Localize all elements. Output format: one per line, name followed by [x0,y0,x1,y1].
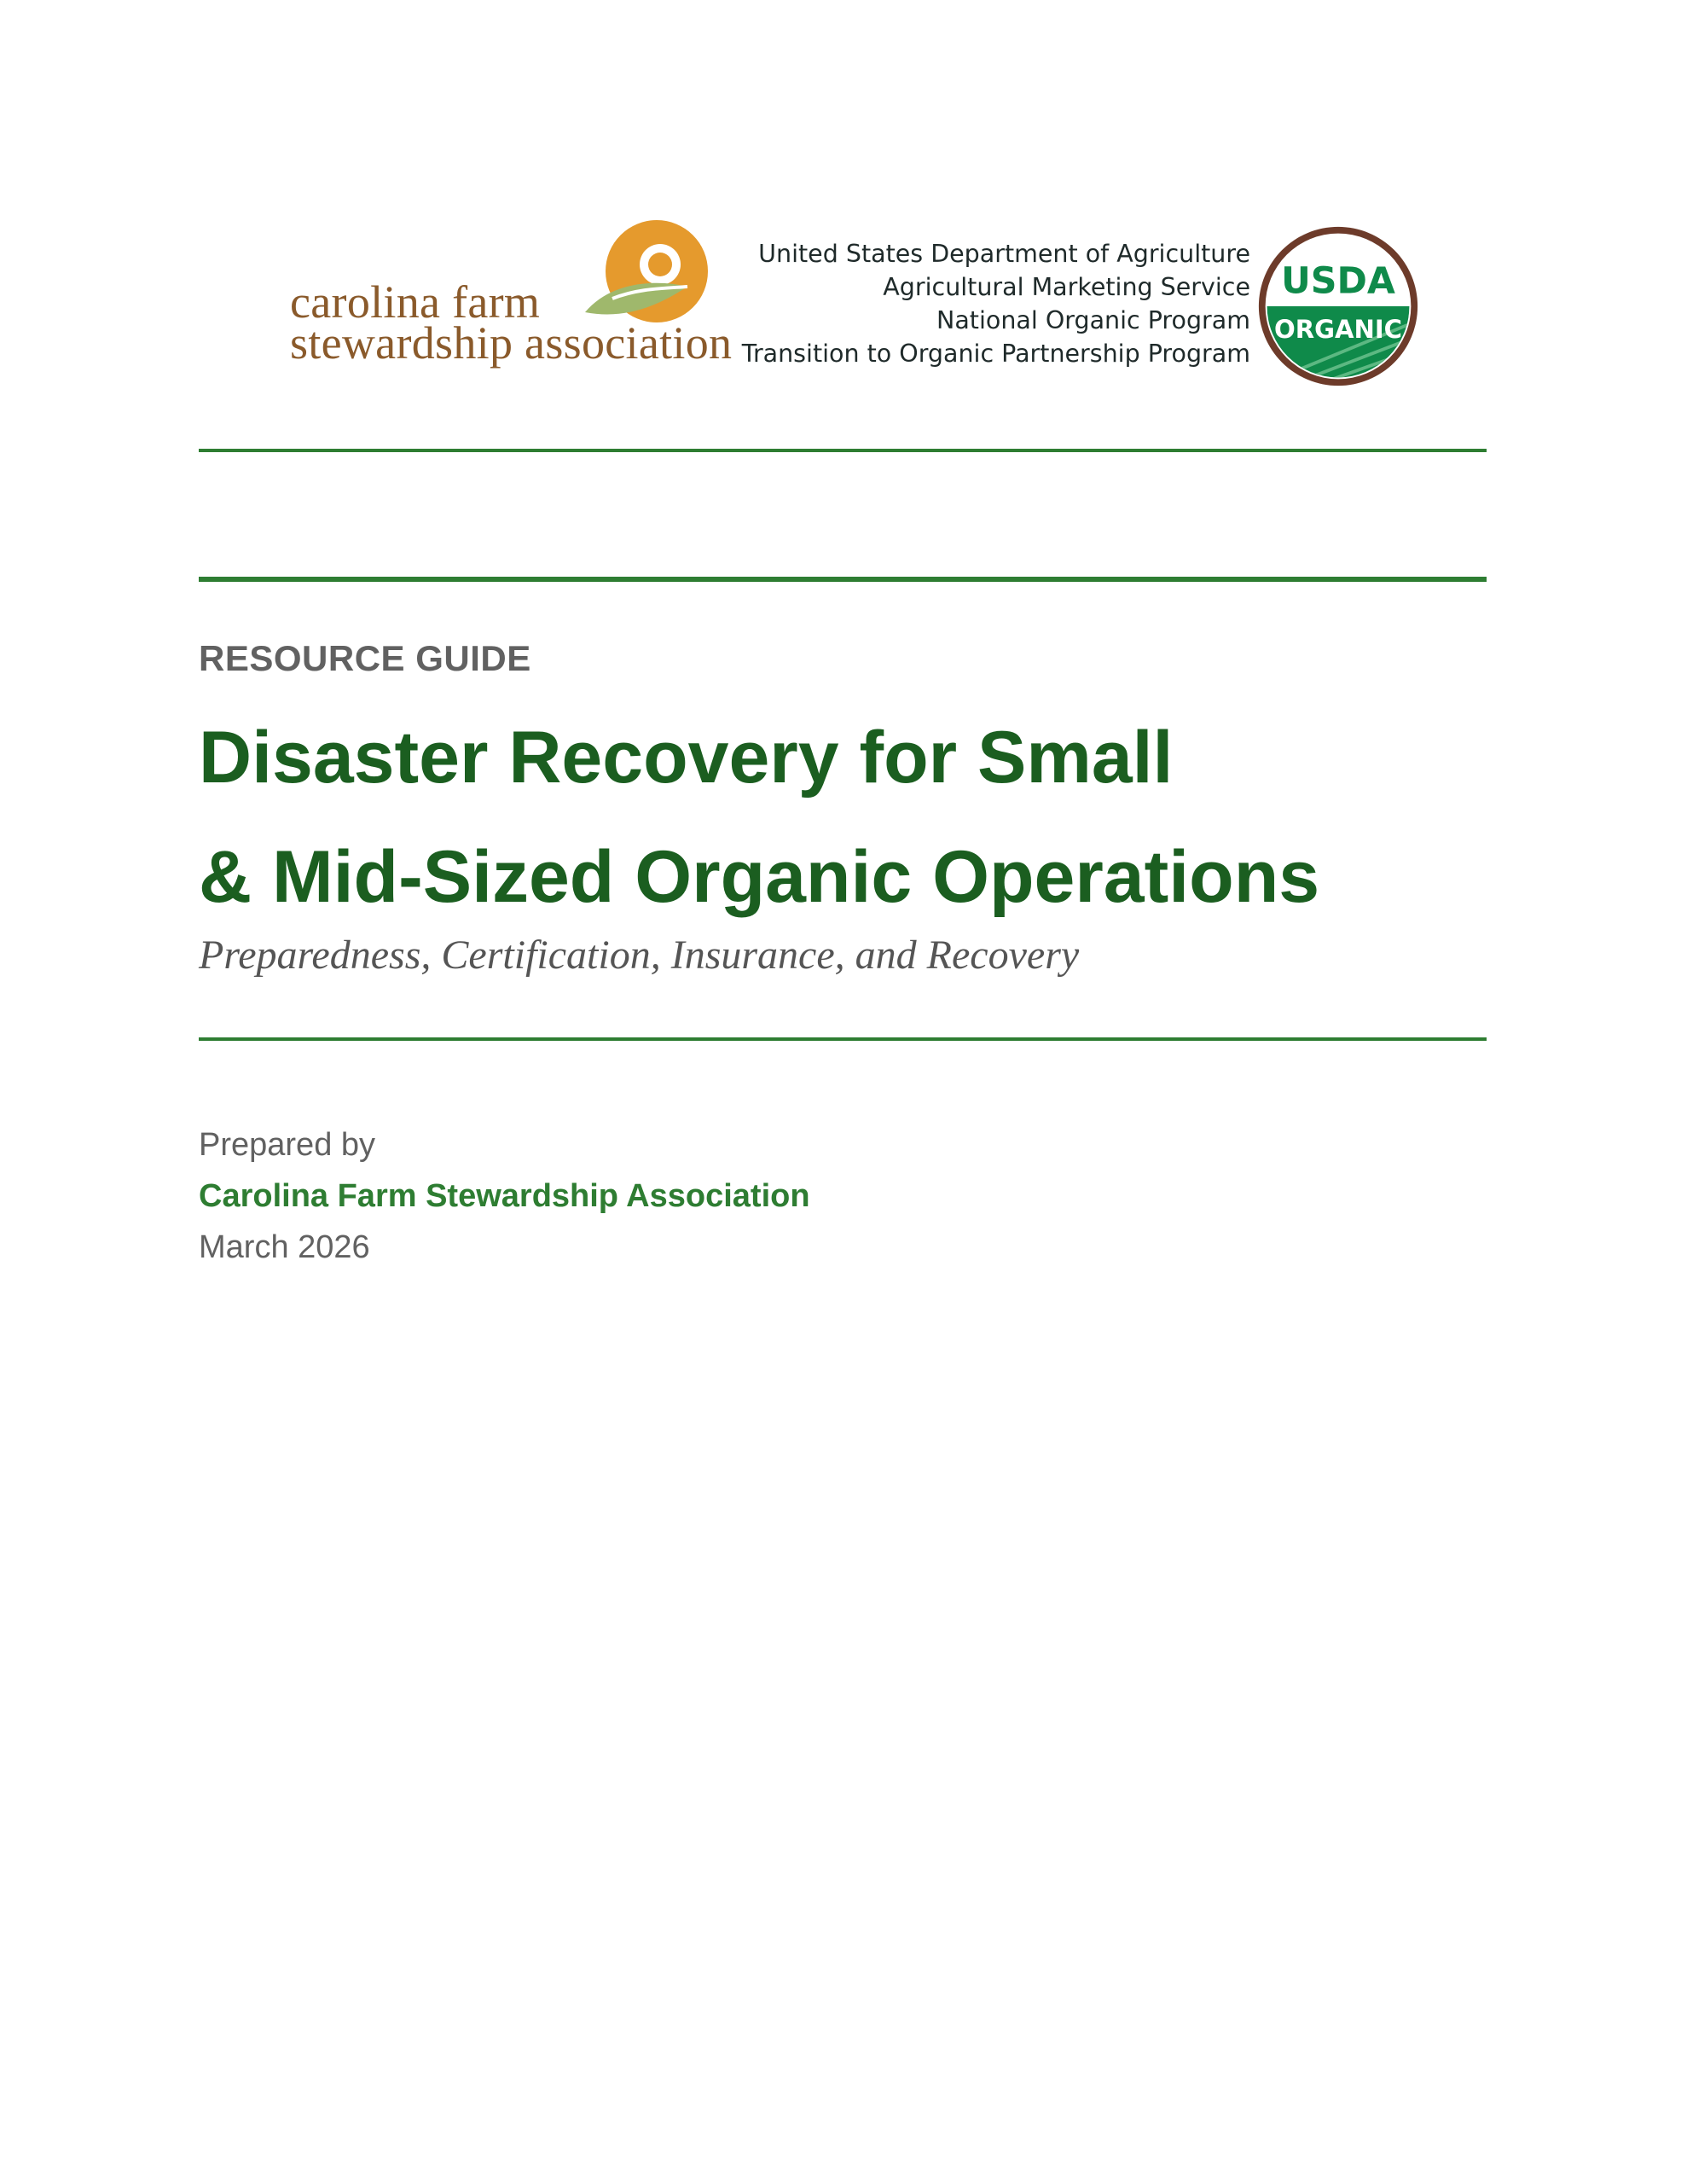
cfsa-logo [288,220,733,382]
usda-line: Agricultural Marketing Service [883,273,1250,301]
prepared-by-label: Prepared by [199,1127,376,1163]
usda-seal-bottom-text: ORGANIC [1273,314,1403,344]
usda-line: Transition to Organic Partnership Program [741,340,1250,368]
document-title-line2: & Mid-Sized Organic Operations [199,836,1320,918]
author-organization: Carolina Farm Stewardship Association [199,1178,810,1214]
publication-date: March 2026 [199,1229,370,1265]
document-type-label: RESOURCE GUIDE [199,638,531,678]
title-bottom-rule [199,1037,1487,1041]
usda-logo-block [741,220,1438,391]
document-title [199,698,1487,937]
cfsa-wordmark-line1: carolina farm [290,276,541,328]
title-top-rule [199,577,1487,582]
usda-organic-seal-icon [1255,224,1421,389]
document-title-line1: Disaster Recovery for Small [199,717,1174,799]
cfsa-wordmark-line2: stewardship association [290,317,733,369]
cfsa-wordmark [290,276,733,369]
usda-line: National Organic Program [936,306,1250,334]
usda-seal-top-text: USDA [1281,259,1395,303]
document-subtitle: Preparedness, Certification, Insurance, and Recovery [199,932,1080,978]
usda-line: United States Department of Agriculture [758,240,1250,268]
usda-agency-lines [742,237,1250,370]
header-divider [199,449,1487,452]
prepared-by-block [199,1119,810,1273]
header-logos [0,0,1687,410]
